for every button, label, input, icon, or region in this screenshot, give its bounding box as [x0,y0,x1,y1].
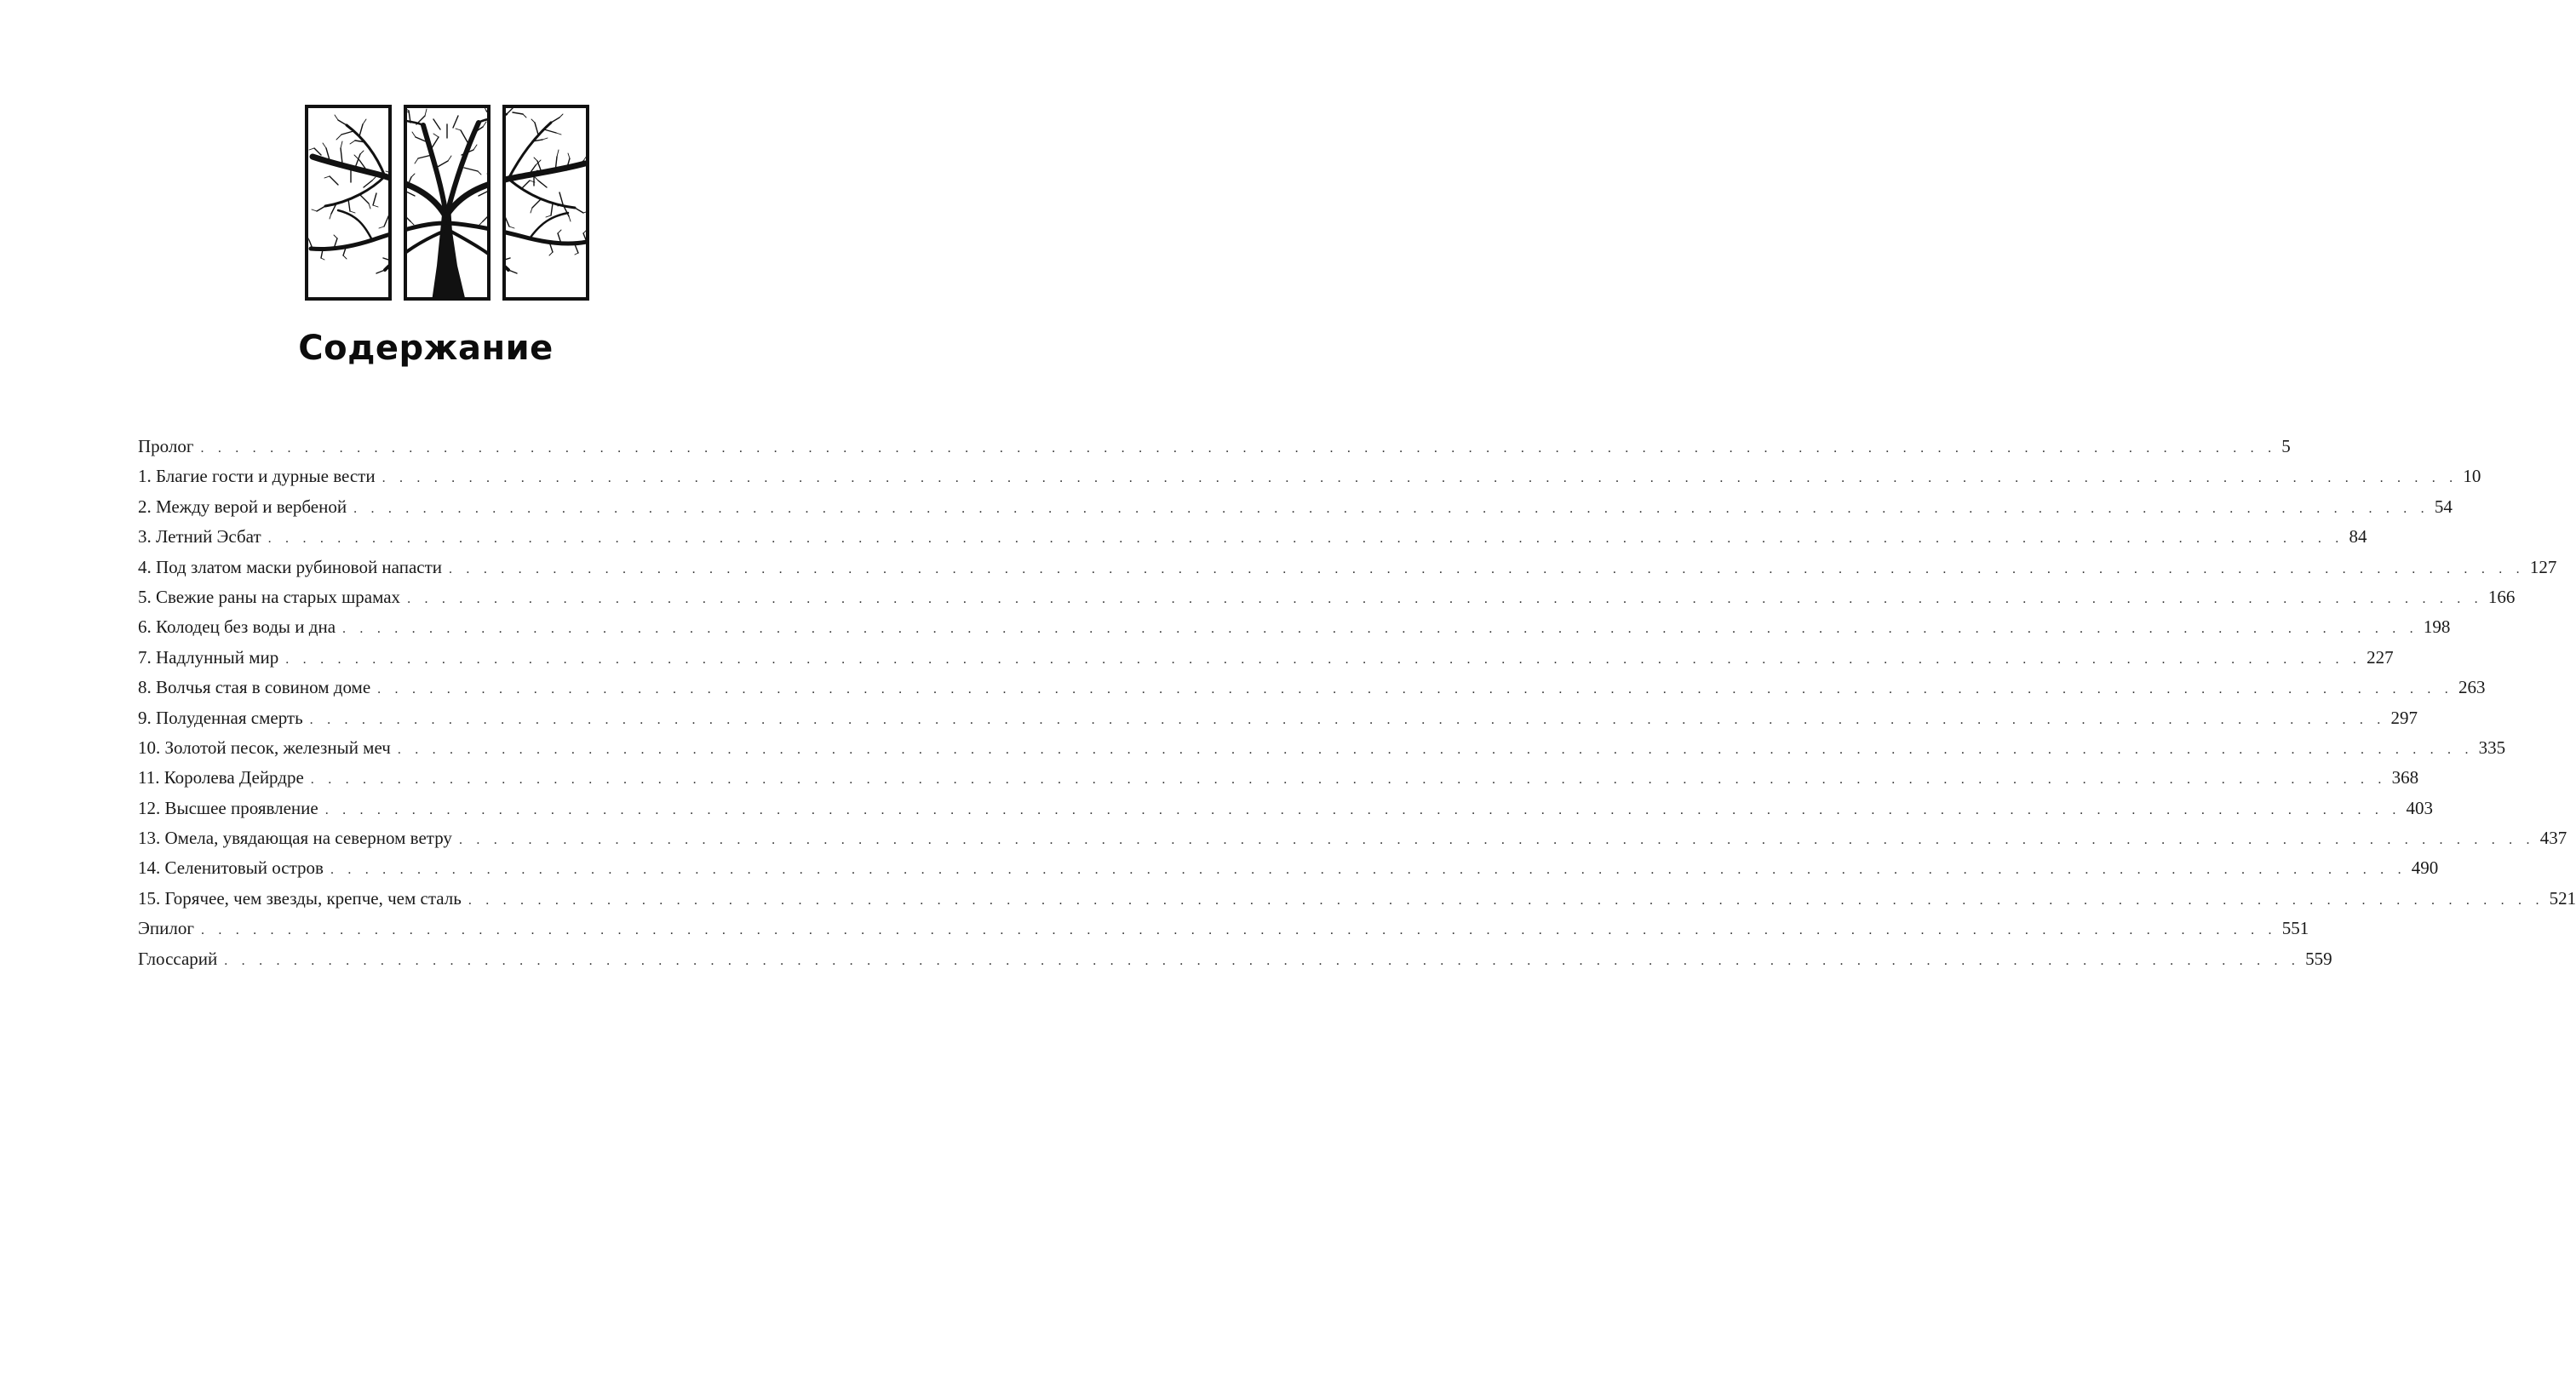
toc-entry-title: Эпилог [138,918,194,939]
dot-leader: . . . . . . . . . . . . . . . . . . . . . . . . . . . . . . . . . . . . . . . . . . . . . . . . . . . . . . . . . . . . . . . . . . . . . . . . . . . . . . . . . . . . . . . . . . . . . . . . . . . . . . . . . . . . . . . . . . . . . . . . [407,591,2483,606]
toc-entry[interactable] [138,432,2291,462]
dot-leader: . . . . . . . . . . . . . . . . . . . . . . . . . . . . . . . . . . . . . . . . . . . . . . . . . . . . . . . . . . . . . . . . . . . . . . . . . . . . . . . . . . . . . . . . . . . . . . . . . . . . . . . . . . . . . . . . . . . . . . . . [310,772,2387,788]
toc-entry[interactable] [138,553,2557,582]
toc-entry[interactable] [138,522,2367,552]
toc-entry-page-number: 437 [2539,828,2567,849]
toc-entry[interactable] [138,914,2309,943]
toc-entry[interactable] [138,612,2451,642]
toc-entry-title: 1. Благие гости и дурные вести [138,466,376,487]
page-title: Содержание [298,329,554,368]
toc-entry[interactable] [138,462,2481,491]
toc-entry[interactable] [138,794,2434,823]
toc-entry-page-number: 490 [2411,857,2439,879]
toc-entry-title: 3. Летний Эсбат [138,526,261,548]
dot-leader: . . . . . . . . . . . . . . . . . . . . . . . . . . . . . . . . . . . . . . . . . . . . . . . . . . . . . . . . . . . . . . . . . . . . . . . . . . . . . . . . . . . . . . . . . . . . . . . . . . . . . . . . . . . . . . . . . . . . . . . . [458,833,2535,848]
toc-entry-title: 7. Надлунный мир [138,646,279,668]
toc-entry[interactable] [138,763,2419,793]
dot-leader: . . . . . . . . . . . . . . . . . . . . . . . . . . . . . . . . . . . . . . . . . . . . . . . . . . . . . . . . . . . . . . . . . . . . . . . . . . . . . . . . . . . . . . . . . . . . . . . . . . . . . . . . . . . . . . . . . . . . . . . . [342,622,2418,637]
toc-entry[interactable] [138,944,2332,974]
dot-leader: . . . . . . . . . . . . . . . . . . . . . . . . . . . . . . . . . . . . . . . . . . . . . . . . . . . . . . . . . . . . . . . . . . . . . . . . . . . . . . . . . . . . . . . . . . . . . . . . . . . . . . . . . . . . . . . . . . . . . . . . [377,682,2453,697]
toc-entry-page-number: 166 [2487,586,2516,607]
dot-leader: . . . . . . . . . . . . . . . . . . . . . . . . . . . . . . . . . . . . . . . . . . . . . . . . . . . . . . . . . . . . . . . . . . . . . . . . . . . . . . . . . . . . . . . . . . . . . . . . . . . . . . . . . . . . . . . . . . . . . . . . [285,651,2362,667]
toc-entry-title: 13. Омела, увядающая на северном ветру [138,828,452,849]
toc-entry[interactable] [138,733,2506,763]
toc-entry-page-number: 84 [2349,526,2367,548]
toc-entry-title: 15. Горячее, чем звезды, крепче, чем сталь [138,887,462,909]
toc-entry-title: Глоссарий [138,948,218,969]
toc-entry-title: 5. Свежие раны на старых шрамах [138,586,401,607]
toc-entry-title: Пролог [138,436,194,456]
toc-entry-title: 10. Золотой песок, железный меч [138,737,391,758]
dot-leader: . . . . . . . . . . . . . . . . . . . . . . . . . . . . . . . . . . . . . . . . . . . . . . . . . . . . . . . . . . . . . . . . . . . . . . . . . . . . . . . . . . . . . . . . . . . . . . . . . . . . . . . . . . . . . . . . . . . . . . . . [382,471,2458,486]
toc-entry-title: 8. Волчья стая в совином доме [138,677,371,698]
toc-entry[interactable] [138,823,2567,853]
toc-entry-page-number: 10 [2463,466,2481,487]
toc-entry-page-number: 403 [2406,797,2434,818]
dot-leader: . . . . . . . . . . . . . . . . . . . . . . . . . . . . . . . . . . . . . . . . . . . . . . . . . . . . . . . . . . . . . . . . . . . . . . . . . . . . . . . . . . . . . . . . . . . . . . . . . . . . . . . . . . . . . . . . . . . . . . . . [224,953,2301,968]
tree-triptych-emblem [304,104,590,301]
dot-leader: . . . . . . . . . . . . . . . . . . . . . . . . . . . . . . . . . . . . . . . . . . . . . . . . . . . . . . . . . . . . . . . . . . . . . . . . . . . . . . . . . . . . . . . . . . . . . . . . . . . . . . . . . . . . . . . . . . . . . . . . [309,712,2386,727]
dot-leader: . . . . . . . . . . . . . . . . . . . . . . . . . . . . . . . . . . . . . . . . . . . . . . . . . . . . . . . . . . . . . . . . . . . . . . . . . . . . . . . . . . . . . . . . . . . . . . . . . . . . . . . . . . . . . . . . . . . . . . . . [449,561,2525,576]
dot-leader: . . . . . . . . . . . . . . . . . . . . . . . . . . . . . . . . . . . . . . . . . . . . . . . . . . . . . . . . . . . . . . . . . . . . . . . . . . . . . . . . . . . . . . . . . . . . . . . . . . . . . . . . . . . . . . . . . . . . . . . . [267,531,2344,547]
toc-entry[interactable] [138,492,2453,522]
table-of-contents [138,432,2576,974]
toc-entry-page-number: 297 [2390,707,2418,728]
toc-entry-page-number: 198 [2423,616,2451,638]
toc-entry-title: 4. Под златом маски рубиновой напасти [138,556,443,577]
toc-entry-page-number: 54 [2434,496,2453,517]
toc-entry-page-number: 127 [2529,556,2557,577]
dot-leader: . . . . . . . . . . . . . . . . . . . . . . . . . . . . . . . . . . . . . . . . . . . . . . . . . . . . . . . . . . . . . . . . . . . . . . . . . . . . . . . . . . . . . . . . . . . . . . . . . . . . . . . . . . . . . . . . . . . . . . . . [353,501,2430,516]
toc-entry[interactable] [138,884,2576,914]
toc-entry-page-number: 551 [2281,918,2309,939]
toc-entry-page-number: 263 [2458,677,2486,698]
toc-entry-page-number: 559 [2305,948,2332,969]
dot-leader: . . . . . . . . . . . . . . . . . . . . . . . . . . . . . . . . . . . . . . . . . . . . . . . . . . . . . . . . . . . . . . . . . . . . . . . . . . . . . . . . . . . . . . . . . . . . . . . . . . . . . . . . . . . . . . . . . . . . . . . . [200,923,2277,938]
toc-entry-page-number: 335 [2478,737,2506,758]
toc-entry[interactable] [138,582,2516,612]
toc-entry-title: 14. Селенитовый остров [138,857,324,879]
toc-entry-page-number: 227 [2367,646,2394,668]
toc-entry-title: 12. Высшее проявление [138,797,318,818]
toc-entry-title: 11. Королева Дейрдре [138,767,304,788]
toc-entry-title: 6. Колодец без воды и дна [138,616,336,638]
toc-entry[interactable] [138,703,2418,733]
dot-leader: . . . . . . . . . . . . . . . . . . . . . . . . . . . . . . . . . . . . . . . . . . . . . . . . . . . . . . . . . . . . . . . . . . . . . . . . . . . . . . . . . . . . . . . . . . . . . . . . . . . . . . . . . . . . . . . . . . . . . . . . [397,742,2474,757]
toc-entry-title: 2. Между верой и вербеной [138,496,347,517]
toc-entry[interactable] [138,853,2439,883]
toc-entry[interactable] [138,643,2394,673]
toc-entry-page-number: 521 [2549,887,2576,909]
toc-entry-title: 9. Полуденная смерть [138,707,303,728]
dot-leader: . . . . . . . . . . . . . . . . . . . . . . . . . . . . . . . . . . . . . . . . . . . . . . . . . . . . . . . . . . . . . . . . . . . . . . . . . . . . . . . . . . . . . . . . . . . . . . . . . . . . . . . . . . . . . . . . . . . . . . . . [200,441,2277,456]
toc-entry-page-number: 5 [2281,436,2291,456]
dot-leader: . . . . . . . . . . . . . . . . . . . . . . . . . . . . . . . . . . . . . . . . . . . . . . . . . . . . . . . . . . . . . . . . . . . . . . . . . . . . . . . . . . . . . . . . . . . . . . . . . . . . . . . . . . . . . . . . . . . . . . . . [330,863,2407,878]
toc-entry[interactable] [138,673,2486,702]
dot-leader: . . . . . . . . . . . . . . . . . . . . . . . . . . . . . . . . . . . . . . . . . . . . . . . . . . . . . . . . . . . . . . . . . . . . . . . . . . . . . . . . . . . . . . . . . . . . . . . . . . . . . . . . . . . . . . . . . . . . . . . . [468,892,2544,908]
dot-leader: . . . . . . . . . . . . . . . . . . . . . . . . . . . . . . . . . . . . . . . . . . . . . . . . . . . . . . . . . . . . . . . . . . . . . . . . . . . . . . . . . . . . . . . . . . . . . . . . . . . . . . . . . . . . . . . . . . . . . . . . [324,802,2401,817]
triptych-tree-icon [304,104,590,301]
toc-entry-page-number: 368 [2391,767,2419,788]
